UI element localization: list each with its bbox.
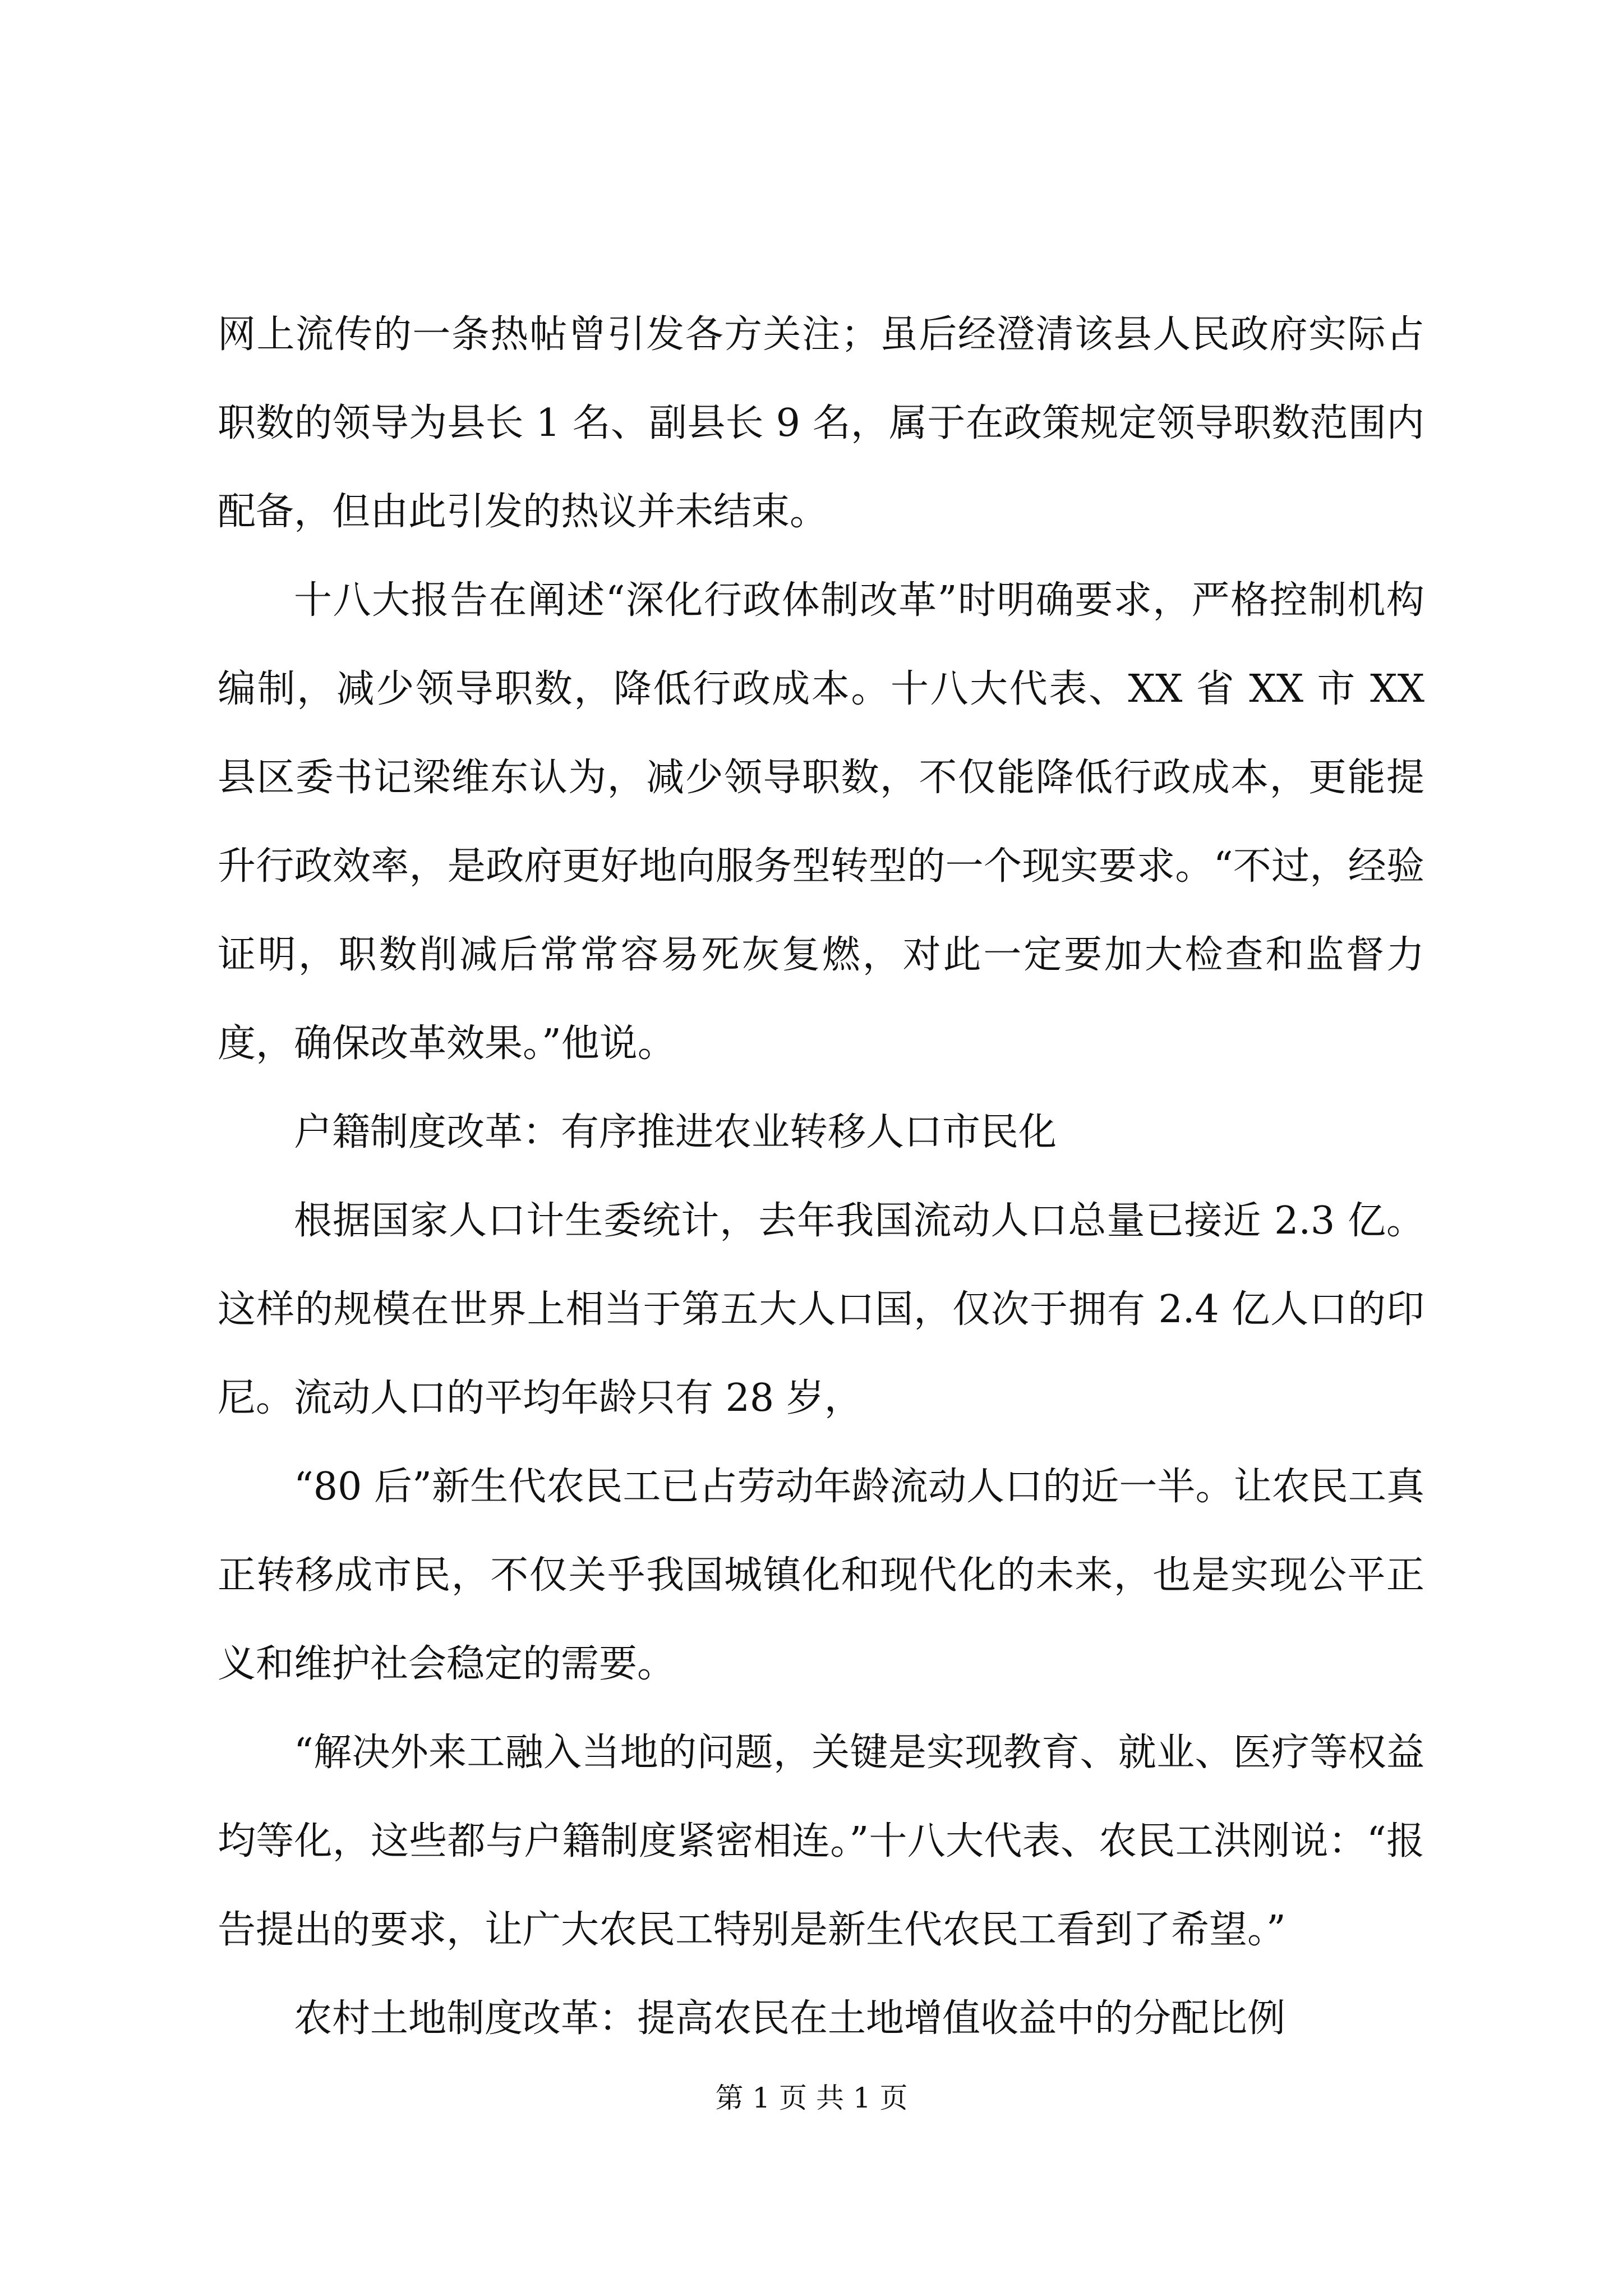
document-body [218,291,1424,2063]
paragraph-1: 网上流传的一条热帖曾引发各方关注；虽后经澄清该县人民政府实际占职数的领导为县长 1 名、副县长 9 名，属于在政策规定领导职数范围内配备，但由此引发的热议并未结束。 [218,312,1424,534]
page-footer: 第 1 页 共 1 页 [715,2082,908,2114]
paragraph-3: 根据国家人口计生委统计，去年我国流动人口总量已接近 2.3 亿。这样的规模在世界上相当于第五大人口国，仅次于拥有 2.4 亿人口的印尼。流动人口的平均年龄只有 28 岁， [218,1199,1424,1420]
section-heading-hukou-reform: 户籍制度改革：有序推进农业转移人口市民化 [294,1110,1057,1154]
section-heading-land-reform: 农村土地制度改革：提高农民在土地增值收益中的分配比例 [294,1996,1286,2041]
paragraph-5: “解决外来工融入当地的问题，关键是实现教育、就业、医疗等权益均等化，这些都与户籍制度紧密相连。”十八大代表、农民工洪刚说：“报告提出的要求，让广大农民工特别是新生代农民工看到了希望。” [218,1731,1424,1952]
paragraph-4: “80 后”新生代农民工已占劳动年龄流动人口的近一半。让农民工真正转移成市民，不仅关乎我国城镇化和现代化的未来，也是实现公平正义和维护社会稳定的需要。 [218,1465,1424,1686]
paragraph-2: 十八大报告在阐述“深化行政体制改革”时明确要求，严格控制机构编制，减少领导职数，降低行政成本。十八大代表、XX 省 XX 市 XX 县区委书记梁维东认为，减少领导职数，不仅能降低行政成本，更能提升行政效率，是政府更好地向服务型转型的一个现实要求。“不过，经验证明，职数削减后常常容易死灰复燃，对此一定要加大检查和监督力度，确保改革效果。”他说。 [218,578,1424,1066]
